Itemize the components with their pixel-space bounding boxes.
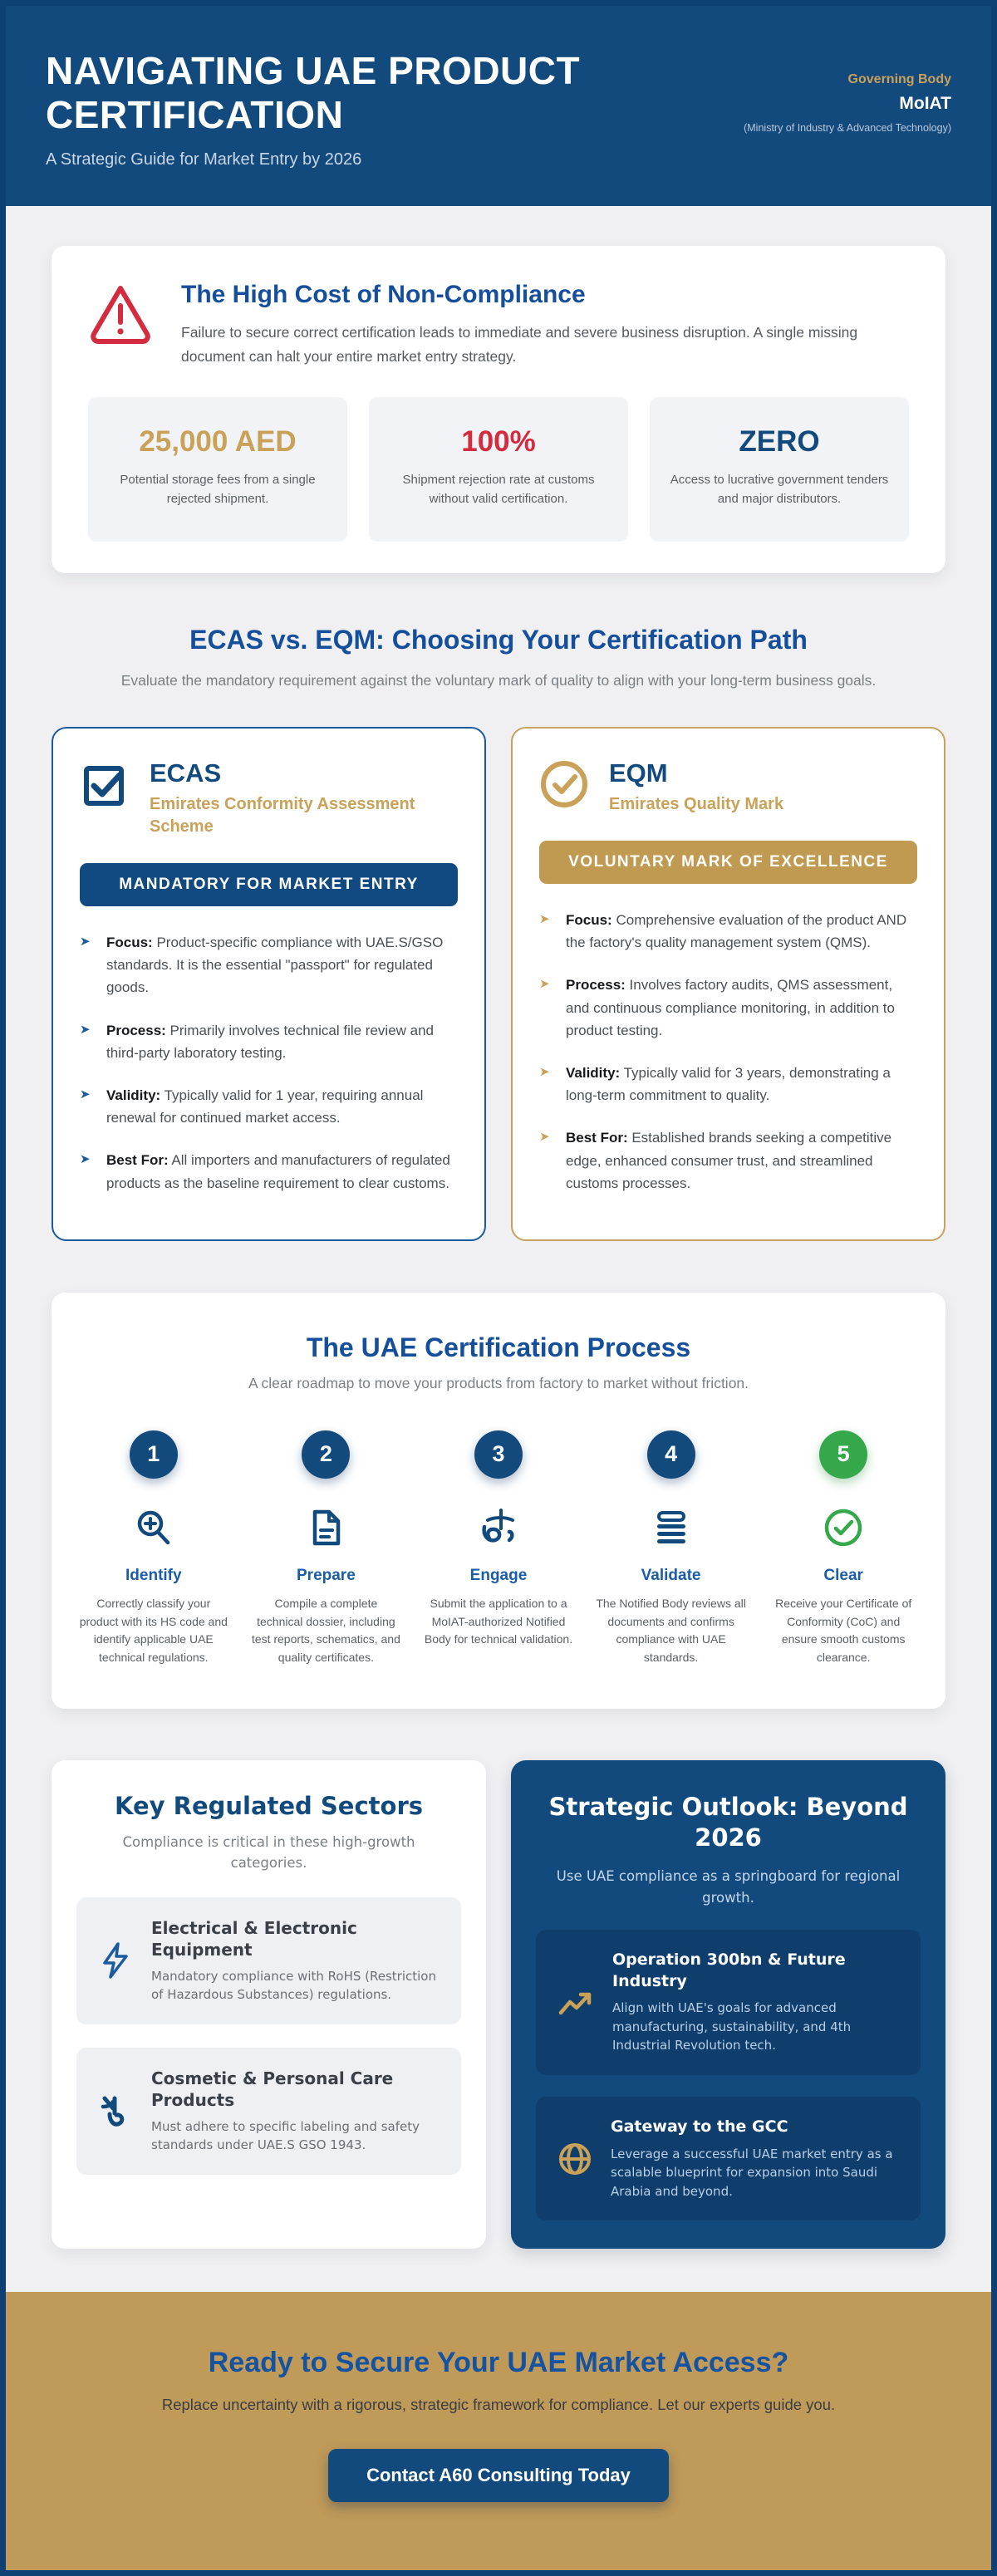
step-label: Identify [125, 1566, 182, 1584]
process-step-validate [592, 1430, 750, 1667]
eqm-title: EQM [609, 758, 668, 788]
list-item: ➤ Validity: Typically valid for 3 years, demonstrating a long-term commitment to quality. [539, 1062, 917, 1106]
sector-text [151, 1917, 440, 2004]
step-description: Receive your Certificate of Conformity (CoC) and ensure smooth customs clearance. [775, 1596, 912, 1664]
ecas-title: ECAS [150, 758, 222, 788]
comparison-section-header [52, 625, 945, 692]
outlook-card [511, 1760, 945, 2249]
ecas-badge: MANDATORY FOR MARKET ENTRY [80, 863, 458, 906]
page-subtitle: A Strategic Guide for Market Entry by 2026 [46, 150, 362, 169]
arrow-bullet-icon: ➤ [80, 935, 91, 949]
outlook-item-operation-300bn [536, 1930, 921, 2075]
list-item: ➤ Process: Primarily involves technical file review and third-party laboratory testing. [80, 1019, 458, 1064]
process-subtitle: A clear roadmap to move your products from factory to market without friction. [248, 1374, 749, 1391]
step-description: Submit the application to a MoIAT-authorized Notified Body for technical validation. [424, 1596, 573, 1646]
list-item: ➤ Best For: Established brands seeking a competitive edge, enhanced consumer trust, and streamlined customs processes. [539, 1126, 917, 1195]
step-number-badge: 2 [302, 1430, 350, 1479]
outlook-text [611, 2117, 899, 2201]
non-compliance-title: The High Cost of Non-Compliance [181, 280, 586, 308]
outlook-title: Strategic Outlook: Beyond 2026 [548, 1792, 908, 1852]
step-label: Prepare [297, 1566, 356, 1584]
search-icon [75, 1504, 233, 1552]
page-header [6, 6, 991, 206]
outlook-text [612, 1950, 899, 2055]
comparison-title: ECAS vs. EQM: Choosing Your Certification Path [189, 625, 808, 655]
stat-value: ZERO [739, 424, 820, 458]
lightning-icon [98, 1941, 133, 1980]
step-label: Engage [469, 1566, 528, 1584]
governing-body-label: Governing Body [847, 72, 951, 86]
warning-triangle-icon [88, 281, 153, 346]
process-step-engage [420, 1430, 577, 1667]
outlook-subtitle: Use UAE compliance as a springboard for regional growth. [556, 1868, 901, 1906]
non-compliance-text [181, 281, 909, 369]
step-label: Clear [823, 1566, 863, 1584]
governing-body-block [735, 49, 951, 136]
outlook-item-gcc [536, 2097, 921, 2220]
step-number-badge: 3 [474, 1430, 523, 1479]
stat-value: 25,000 AED [139, 424, 297, 458]
process-step-clear [764, 1430, 922, 1667]
stat-card-zero-access [650, 397, 909, 542]
stat-description: Access to lucrative government tenders and major distributors. [670, 472, 889, 506]
trend-up-icon [557, 1988, 594, 2018]
handshake-icon [420, 1504, 577, 1552]
outlook-item-description: Leverage a successful UAE market entry as a scalable blueprint for expansion into Saudi Arabia and beyond. [611, 2146, 893, 2199]
eqm-bullet-list [539, 909, 917, 1195]
cta-title: Ready to Secure Your UAE Market Access? [208, 2347, 789, 2379]
list-item: ➤ Process: Involves factory audits, QMS assessment, and continuous compliance monitoring, in addition to product testing. [539, 974, 917, 1042]
checkbox-icon [80, 758, 131, 810]
sector-item-cosmetics [76, 2048, 461, 2175]
sector-description: Must adhere to specific labeling and safety standards under UAE.S GSO 1943. [151, 2118, 420, 2153]
check-circle-icon [764, 1504, 922, 1552]
sectors-card [52, 1760, 486, 2249]
non-compliance-card [52, 246, 945, 573]
sector-title: Cosmetic & Personal Care Products [151, 2068, 394, 2110]
stat-description: Shipment rejection rate at customs without valid certification. [402, 472, 595, 506]
document-icon [248, 1504, 405, 1552]
stat-card-storage-fees [88, 397, 347, 542]
sector-description: Mandatory compliance with RoHS (Restriction of Hazardous Substances) regulations. [151, 1968, 436, 2003]
header-left [46, 49, 685, 169]
list-item: ➤ Focus: Product-specific compliance with UAE.S/GSO standards. It is the essential "passport" for regulated goods. [80, 931, 458, 999]
eqm-subtitle: Emirates Quality Mark [609, 795, 784, 814]
sectors-outlook-row [52, 1760, 945, 2249]
arrow-bullet-icon: ➤ [80, 1022, 91, 1037]
list-item: ➤ Validity: Typically valid for 1 year, requiring annual renewal for continued market access. [80, 1084, 458, 1129]
outlook-item-title: Gateway to the GCC [611, 2117, 788, 2136]
stat-description: Potential storage fees from a single rejected shipment. [120, 472, 316, 506]
arrow-bullet-icon: ➤ [80, 1087, 91, 1102]
process-card [52, 1293, 945, 1709]
ecas-title-block [150, 758, 458, 838]
ecas-header [80, 758, 458, 838]
eqm-card [511, 727, 945, 1241]
globe-icon [557, 2142, 592, 2176]
process-steps [75, 1430, 922, 1667]
ecas-bullet-list [80, 931, 458, 1195]
eqm-header [539, 758, 917, 816]
step-description: Correctly classify your product with its HS code and identify applicable UAE technical regulations. [79, 1596, 228, 1664]
sectors-subtitle: Compliance is critical in these high-growth categories. [122, 1833, 415, 1872]
stat-value: 100% [461, 424, 536, 458]
step-number-badge: 1 [130, 1430, 178, 1479]
list-item: ➤ Best For: All importers and manufacturers of regulated products as the baseline requirement to clear customs. [80, 1149, 458, 1194]
step-description: Compile a complete technical dossier, including test reports, schematics, and quality certificates. [251, 1596, 400, 1664]
sectors-title: Key Regulated Sectors [114, 1791, 424, 1820]
page-title: NAVIGATING UAE PRODUCT CERTIFICATION [46, 49, 581, 136]
cosmetics-icon [98, 2092, 133, 2130]
sector-text [151, 2068, 440, 2155]
ecas-card [52, 727, 486, 1241]
contact-button[interactable]: Contact A60 Consulting Today [328, 2449, 669, 2502]
process-title: The UAE Certification Process [306, 1332, 691, 1362]
governing-body-name: MoIAT [899, 94, 951, 113]
process-step-identify [75, 1430, 233, 1667]
checklist-icon [592, 1504, 750, 1552]
eqm-badge: VOLUNTARY MARK OF EXCELLENCE [539, 841, 917, 884]
stat-card-rejection-rate [369, 397, 628, 542]
arrow-bullet-icon: ➤ [539, 1064, 550, 1079]
sector-title: Electrical & Electronic Equipment [151, 1917, 357, 1960]
non-compliance-description: Failure to secure correct certification leads to immediate and severe business disruption. A single missing document can halt your entire market entry strategy. [181, 323, 858, 365]
comparison-subtitle: Evaluate the mandatory requirement against the voluntary mark of quality to align with your long-term business goals. [120, 672, 877, 689]
list-item: ➤ Focus: Comprehensive evaluation of the product AND the factory's quality management system (QMS). [539, 909, 917, 954]
cta-subtitle: Replace uncertainty with a rigorous, strategic framework for compliance. Let our experts guide you. [161, 2396, 836, 2414]
ecas-subtitle: Emirates Conformity Assessment Scheme [150, 795, 415, 837]
outlook-item-description: Align with UAE's goals for advanced manufacturing, sustainability, and 4th Industrial Revolution tech. [612, 2000, 852, 2053]
outlook-item-title: Operation 300bn & Future Industry [612, 1950, 846, 1990]
eqm-title-block [609, 758, 783, 816]
arrow-bullet-icon: ➤ [539, 912, 550, 927]
sector-item-electrical [76, 1897, 461, 2024]
arrow-bullet-icon: ➤ [539, 1130, 550, 1145]
non-compliance-header [88, 281, 909, 369]
step-label: Validate [641, 1566, 701, 1584]
arrow-bullet-icon: ➤ [539, 977, 550, 992]
check-circle-gold-icon [539, 758, 591, 810]
process-step-prepare [248, 1430, 405, 1667]
cta-footer [6, 2292, 991, 2570]
main-content [6, 206, 991, 2249]
governing-body-note: (Ministry of Industry & Advanced Technology) [744, 122, 951, 134]
stats-row [88, 397, 909, 542]
arrow-bullet-icon: ➤ [80, 1152, 91, 1167]
step-number-badge: 4 [647, 1430, 695, 1479]
step-description: The Notified Body reviews all documents and confirms compliance with UAE standards. [596, 1596, 746, 1664]
comparison-grid [52, 727, 945, 1241]
step-number-badge: 5 [819, 1430, 867, 1479]
